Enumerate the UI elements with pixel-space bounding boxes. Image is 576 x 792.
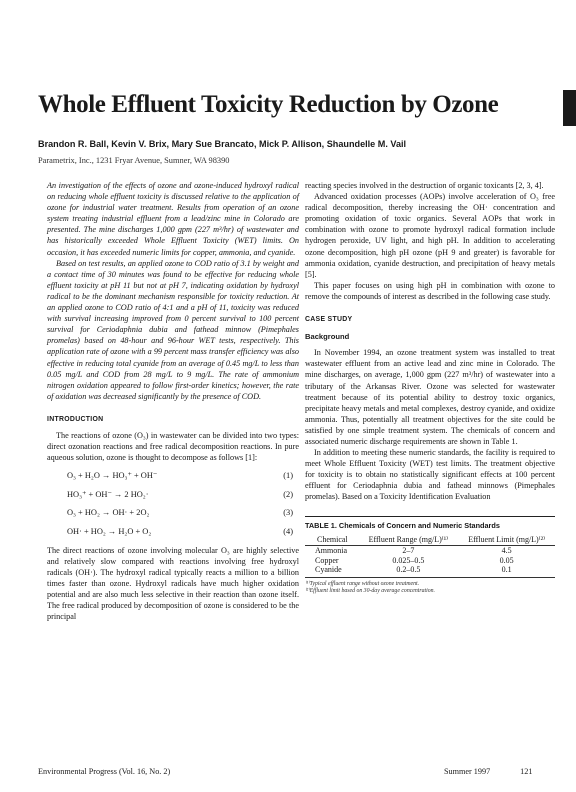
equation-number: (2): [283, 489, 293, 499]
body-paragraph: This paper focuses on using high pH in combination with ozone to remove the compounds of interest as described in the following case study.: [305, 280, 555, 301]
footer-journal: Environmental Progress (Vol. 16, No. 2): [38, 767, 171, 776]
equation: [47, 470, 299, 481]
introduction-heading: INTRODUCTION: [47, 415, 104, 423]
equation-expression: O₃ + HO₂ → OH· + 2O₂: [67, 508, 150, 518]
equation-expression: OH· + HO₂ → H₂O + O₂: [67, 526, 152, 536]
article-title: Whole Effluent Toxicity Reduction by Ozone: [38, 91, 499, 118]
author-affiliation: Parametrix, Inc., 1231 Fryar Avenue, Sumner, WA 98390: [38, 156, 230, 165]
table-row: [305, 565, 555, 577]
body-paragraph: reacting species involved in the destruction of organic toxicants [2, 3, 4].: [305, 181, 544, 190]
equation: [47, 489, 299, 500]
table-cell: 0.2–0.5: [358, 565, 458, 577]
abstract: [47, 180, 299, 402]
page-number: 121: [520, 767, 533, 776]
equation-number: (3): [283, 508, 293, 518]
equation: [47, 507, 299, 518]
table-cell: Ammonia: [315, 546, 347, 556]
table-cell: Copper: [315, 555, 339, 565]
body-paragraph: Advanced oxidation processes (AOPs) involve acceleration of O₃ free radical decomposition, thereby increasing the OH· concentration and promoting oxidation of toxic organics. Several AOPs that work in combination with ozone to promote hydroxyl radical formation include hydrogen peroxide, UV light, and high pH. In addition to accelerating ozone decomposition, high pH ozone (pH 9 and greater) is favorable for ammonia oxidation, cyanide destruction, and precipitation of heavy metals [5].: [305, 192, 555, 279]
footer-season: Summer 1997: [444, 767, 491, 776]
table-cell: 0.1: [458, 565, 555, 577]
author-list: Brandon R. Ball, Kevin V. Brix, Mary Sue Brancato, Mick P. Allison, Shaundelle M. Vail: [38, 139, 407, 149]
body-paragraph: The direct reactions of ozone involving molecular O₃ are highly selective and relatively slow compared with reactions involving free hydroxyl radicals (OH·). The hydroxyl radical typically reacts a million to a billion times faster than ozone. Hydroxyl radicals have much higher oxidation potential and are also much less selective in their reaction than ozone itself. The free radical produced by decomposition of ozone is considered to be the principal: [47, 545, 299, 622]
table-footnote: ⁽¹⁾Typical effluent range without ozone treatment.: [305, 580, 420, 587]
footer-issue: [444, 767, 532, 777]
table-row: [305, 556, 555, 566]
left-column: [47, 180, 299, 622]
page-edge-tab: [563, 90, 576, 126]
table-top-rule: [305, 516, 555, 517]
body-paragraph: In November 1994, an ozone treatment system was installed to treat wastewater effluent from an active lead and zinc mine in Colorado. The mine discharges, on average, 1,000 gpm (227 m³/hr) of wastewater into a tributary of the Arkansas River. Ozone was selected for wastewater treatment because of its potential ability to destroy toxic organics, precipitate heavy metals and metal complexes, destroy cyanide, and oxidize ammonia. Thus, potentially all treatment objectives for the site could be satisfied by one simple treatment system. The chemicals of concern and associated numeric discharge requirements are shown in Table 1.: [305, 348, 555, 446]
equation-expression: O₃ + H₂O → HO₃⁺ + OH⁻: [67, 471, 158, 481]
abstract-paragraph: An investigation of the effects of ozone and ozone-induced hydroxyl radical on reducing whole effluent toxicity is discussed relative to the application of ozone for industrial water treatment. Results from operation of an ozone system treating industrial effluent from a lead/zinc mine in Colorado are presented. The mine discharges 1,000 gpm (227 m³/hr) of wastewater and has historically exceeded Whole Effluent Toxicity (WET) limits. On occasion, it has exceeded numeric limits for copper, ammonia, and cyanide.: [47, 181, 299, 257]
table-cell: Cyanide: [305, 565, 358, 577]
abstract-paragraph: Based on test results, an applied ozone to COD ratio of 3.1 by weight and a contact time of 30 minutes was found to be effective for reducing whole effluent toxicity at pH 11 but not at pH 7, indicating oxidation by hydroxyl radical to be the dominant mechanism responsible for toxicity reduction. At an applied ozone to COD ratio of 4:1 and a pH of 11, toxicity was reduced with survival increasing improved from 0 percent survival to 100 percent survival for Ceriodaphnia dubia and fathead minnow (Pimephales promelas) based on 48-hour and 96-hour WET tests, respectively. This application rate of ozone with a 99 percent mass transfer efficiency was also effective in reducing total cyanide from an average of 0.45 mg/L to less than 0.05 mg/L and COD from 28 mg/L to 9 mg/L. The rate of ammonium nitrogen oxidation appeared to follow first-order kinetics; however, the rate of oxidation was decreased significantly by the presence of COD.: [47, 258, 299, 401]
equation-number: (4): [283, 526, 293, 536]
equation-block: [47, 470, 299, 537]
equation-number: (1): [283, 471, 293, 481]
body-paragraph: In addition to meeting these numeric standards, the facility is required to meet Whole Effluent Toxicity (WET) test limits. The treatment objective for toxicity is to obtain no statistically significant effects at 100 percent effluent for Ceriodaphnia dubia and fathead minnows (Pimephales promelas). Based on a Toxicity Identification Evaluation: [305, 448, 555, 502]
table-cell: 0.05: [499, 555, 514, 565]
table-header-row: [305, 535, 555, 546]
table-cell: 2–7: [402, 546, 415, 556]
equation-expression: HO₃⁺ + OH⁻ → 2 HO₂·: [67, 489, 149, 499]
table-header: Chemical: [305, 535, 358, 546]
body-paragraph: The reactions of ozone (O₃) in wastewater can be divided into two types: direct ozonation reactions and free radical decomposition reactions. In pure aqueous solution, ozone is thought to decompose as follows [1]:: [47, 430, 299, 463]
table-cell: 4.5: [501, 546, 512, 556]
table-title: TABLE 1. Chemicals of Concern and Numeric Standards: [305, 520, 500, 530]
equation: [47, 526, 299, 537]
right-column: [305, 180, 555, 595]
table-cell: 0.025–0.5: [392, 555, 425, 565]
table-footnote: ⁽²⁾Effluent limit based on 30-day average concentration.: [305, 587, 435, 594]
table-footnotes: [305, 581, 555, 595]
table-row: [305, 546, 555, 556]
table-1: [305, 516, 555, 595]
table-header: Effluent Limit (mg/L)⁽²⁾: [458, 535, 555, 546]
table-header: Effluent Range (mg/L)⁽¹⁾: [358, 535, 458, 546]
case-study-heading: CASE STUDY: [305, 316, 353, 324]
chemicals-table: [305, 535, 555, 578]
background-heading: Background: [305, 332, 350, 342]
